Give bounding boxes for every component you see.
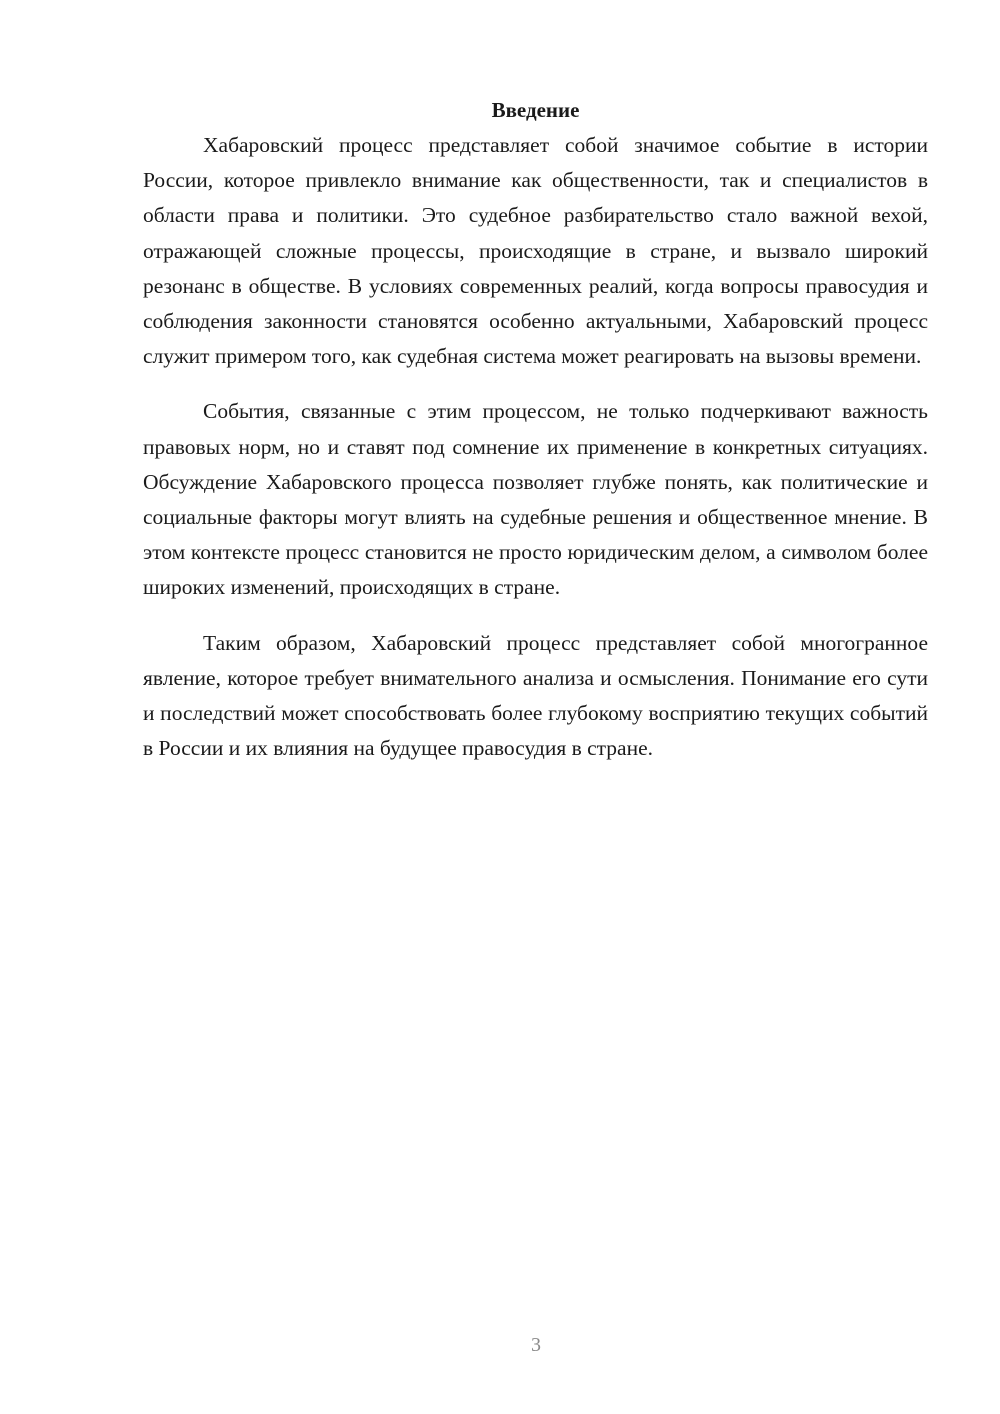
section-heading: Введение	[491, 98, 580, 122]
page-number: 3	[531, 1334, 541, 1356]
paragraph-2: События, связанные с этим процессом, не только подчеркивают важность правовых норм, но и ставят под сомнение их применение в конкретных ситуациях. Обсуждение Хабаровского процесса позволяет глубже понять, как политические и социальные факторы могут влиять на судебные решения и общественное мнение. В этом контексте процесс становится не просто юридическим делом, а символом более широких изменений, происходящих в стране.	[143, 399, 928, 600]
paragraph-1: Хабаровский процесс представляет собой значимое событие в истории России, которое привлекло внимание как общественности, так и специалистов в области права и политики. Это судебное разбирательство стало важной вехой, отражающей сложные процессы, происходящие в стране, и вызвало широкий резонанс в обществе. В условиях современных реалий, когда вопросы правосудия и соблюдения законности становятся особенно актуальными, Хабаровский процесс служит примером того, как судебная система может реагировать на вызовы времени.	[143, 133, 928, 369]
paragraph-3: Таким образом, Хабаровский процесс представляет собой многогранное явление, которое требует внимательного анализа и осмысления. Понимание его сути и последствий может способствовать более глубокому восприятию текущих событий в России и их влияния на будущее правосудия в стране.	[143, 630, 928, 761]
page-content	[143, 92, 928, 766]
